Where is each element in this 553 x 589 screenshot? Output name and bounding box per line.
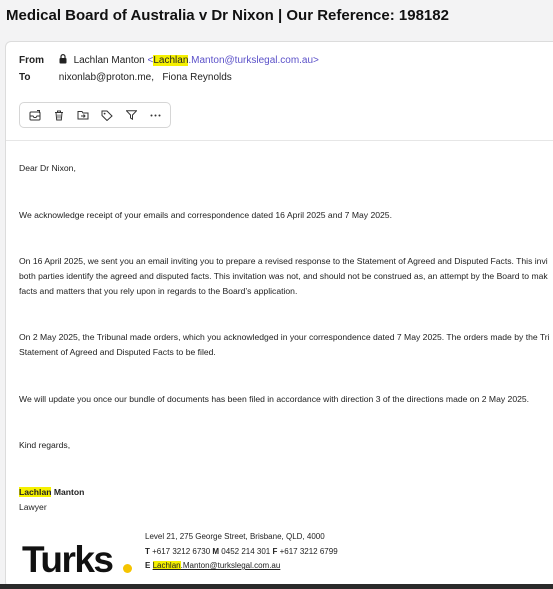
recipients[interactable]: nixonlab@proton.me, Fiona Reynolds bbox=[58, 72, 232, 83]
from-row bbox=[19, 54, 319, 67]
taskbar-edge bbox=[0, 584, 553, 589]
from-label: From bbox=[19, 55, 44, 66]
turks-logo: Turks bbox=[22, 539, 113, 580]
move-to-inbox-icon bbox=[29, 110, 41, 121]
move-to-folder-icon bbox=[77, 110, 89, 120]
paragraph-1: We acknowledge receipt of your emails and correspondence dated 16 April 2025 and 7 May 2025. bbox=[19, 210, 392, 220]
trash-icon bbox=[54, 110, 64, 121]
delete-button[interactable] bbox=[47, 105, 71, 125]
signature-phones: T +617 3212 6730 M 0452 214 301 F +617 3212 6799 bbox=[145, 547, 338, 556]
move-to-folder-button[interactable] bbox=[71, 105, 95, 125]
signature-name: Lachlan Manton bbox=[19, 487, 85, 497]
paragraph-4: We will update you once our bundle of documents has been filed in accordance with direction 3 of the directions made on 2 May 2025. bbox=[19, 394, 530, 404]
to-label: To bbox=[19, 72, 31, 83]
paragraph-2-line-1: On 16 April 2025, we sent you an email inviting you to prepare a revised response to the Statement of Agreed and Disputed Facts. This invi bbox=[19, 256, 548, 266]
more-icon bbox=[150, 114, 161, 117]
header-divider bbox=[6, 140, 553, 141]
closing: Kind regards, bbox=[19, 440, 71, 450]
lock-icon bbox=[59, 54, 67, 67]
signature-email[interactable]: E Lachlan.Manton@turkslegal.com.au bbox=[145, 561, 281, 570]
move-to-inbox-button[interactable] bbox=[23, 105, 47, 125]
filter-icon bbox=[126, 110, 137, 120]
logo-dot bbox=[123, 564, 132, 573]
paragraph-2-line-2: both parties identify the agreed and disputed facts. This invitation was not, and should not be construed as, an attempt by the Board to mak bbox=[19, 271, 548, 281]
filter-button[interactable] bbox=[119, 105, 143, 125]
to-row bbox=[19, 72, 232, 83]
message-toolbar bbox=[19, 102, 171, 128]
greeting: Dear Dr Nixon, bbox=[19, 163, 76, 173]
signature-address: Level 21, 275 George Street, Brisbane, QLD, 4000 bbox=[145, 532, 325, 541]
label-button[interactable] bbox=[95, 105, 119, 125]
email-card bbox=[5, 41, 553, 588]
label-icon bbox=[101, 110, 113, 121]
signature-title: Lawyer bbox=[19, 502, 47, 512]
more-options-button[interactable] bbox=[143, 105, 167, 125]
paragraph-3-line-2: Statement of Agreed and Disputed Facts to be filed. bbox=[19, 347, 216, 357]
sender-email[interactable]: <Lachlan.Manton@turkslegal.com.au> bbox=[147, 55, 319, 66]
paragraph-3-line-1: On 2 May 2025, the Tribunal made orders, which you acknowledged in your correspondence dated 7 May 2025. The orders made by the Tri bbox=[19, 332, 550, 342]
email-subject: Medical Board of Australia v Dr Nixon | Our Reference: 198182 bbox=[6, 7, 449, 24]
sender-name[interactable]: Lachlan Manton bbox=[73, 55, 145, 66]
paragraph-2-line-3: facts and matters that you rely upon in regards to the Board’s application. bbox=[19, 286, 298, 296]
